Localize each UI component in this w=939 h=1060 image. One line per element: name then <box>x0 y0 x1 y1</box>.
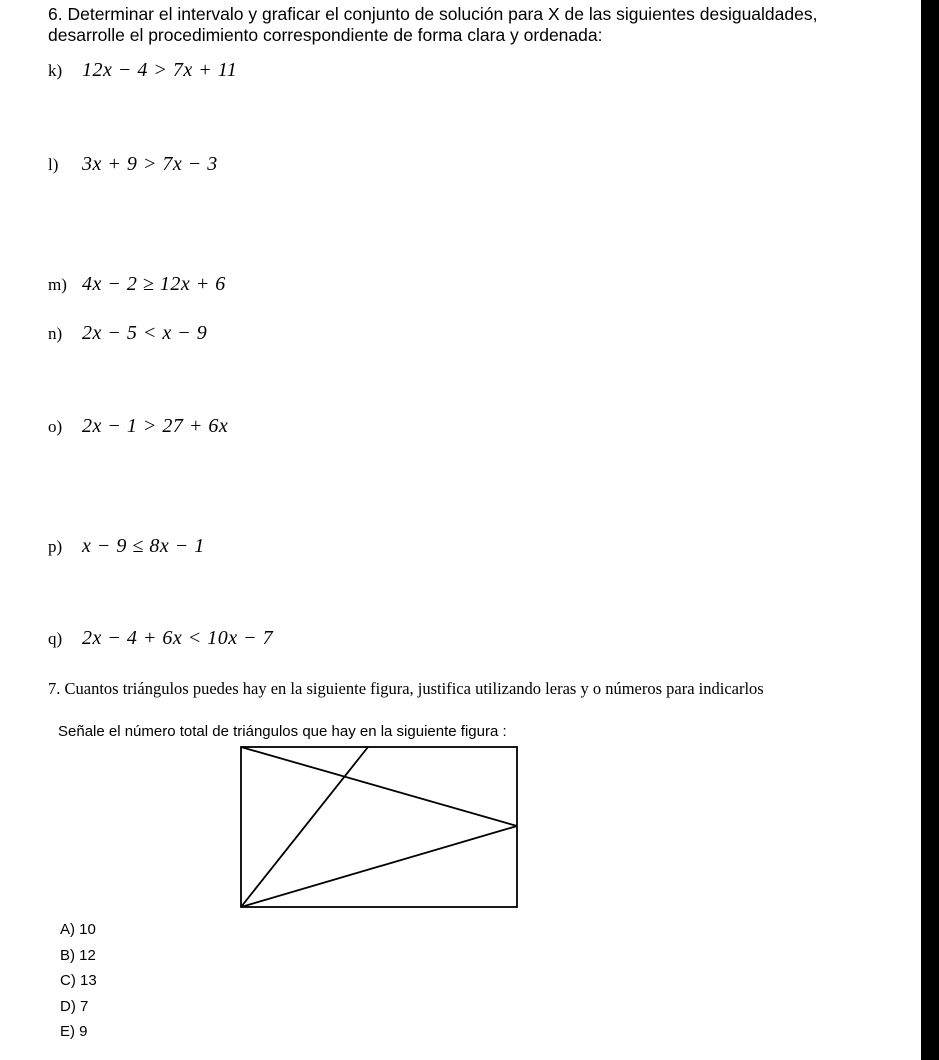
question-6-heading <box>48 4 928 46</box>
figure-diagonal-top <box>241 747 517 826</box>
item-letter: n) <box>48 323 63 343</box>
option-e: E) 9 <box>60 1023 88 1040</box>
triangle-count-prompt: Señale el número total de triángulos que hay en la siguiente figura : <box>58 723 507 740</box>
question-7-heading: 7. Cuantos triángulos puedes hay en la siguiente figura, justifica utilizando leras y o números para indicarlos <box>48 679 764 698</box>
inequality-expression: 2x − 4 + 6x < 10x − 7 <box>82 627 274 649</box>
figure-diagonal-bottom <box>241 826 517 907</box>
inequality-expression: 3x + 9 > 7x − 3 <box>82 153 218 175</box>
option-c: C) 13 <box>60 972 97 989</box>
item-letter: k) <box>48 60 63 80</box>
inequality-expression: 12x − 4 > 7x + 11 <box>82 59 238 81</box>
inequality-m <box>48 273 226 297</box>
question-6-heading-line1: 6. Determinar el intervalo y graficar el conjunto de solución para X de las siguientes desigualdades, <box>48 4 818 24</box>
option-b: B) 12 <box>60 946 96 964</box>
inequality-q <box>48 627 273 651</box>
inequality-expression: 2x − 1 > 27 + 6x <box>82 415 229 437</box>
inequality-expression: x − 9 ≤ 8x − 1 <box>82 535 205 557</box>
item-letter: p) <box>48 536 63 556</box>
inequality-n <box>48 322 207 346</box>
item-letter: m) <box>48 274 67 294</box>
option-d: D) 7 <box>60 997 89 1015</box>
inequality-k <box>48 59 237 83</box>
item-letter: o) <box>48 416 63 436</box>
triangle-figure <box>240 746 522 912</box>
inequality-p <box>48 535 205 559</box>
question-6-heading-line2: desarrolle el procedimiento correspondiente de forma clara y ordenada: <box>48 25 603 45</box>
inequality-o <box>48 415 228 439</box>
inequality-expression: 2x − 5 < x − 9 <box>82 322 208 344</box>
figure-slanted-line <box>241 747 368 907</box>
option-a: A) 10 <box>60 921 96 938</box>
item-letter: q) <box>48 628 63 648</box>
inequality-expression: 4x − 2 ≥ 12x + 6 <box>82 273 226 295</box>
item-letter: l) <box>48 154 59 174</box>
page-edge-bar <box>921 0 939 1060</box>
figure-rectangle <box>241 747 517 907</box>
answer-options <box>60 920 97 1048</box>
inequality-l <box>48 153 218 177</box>
